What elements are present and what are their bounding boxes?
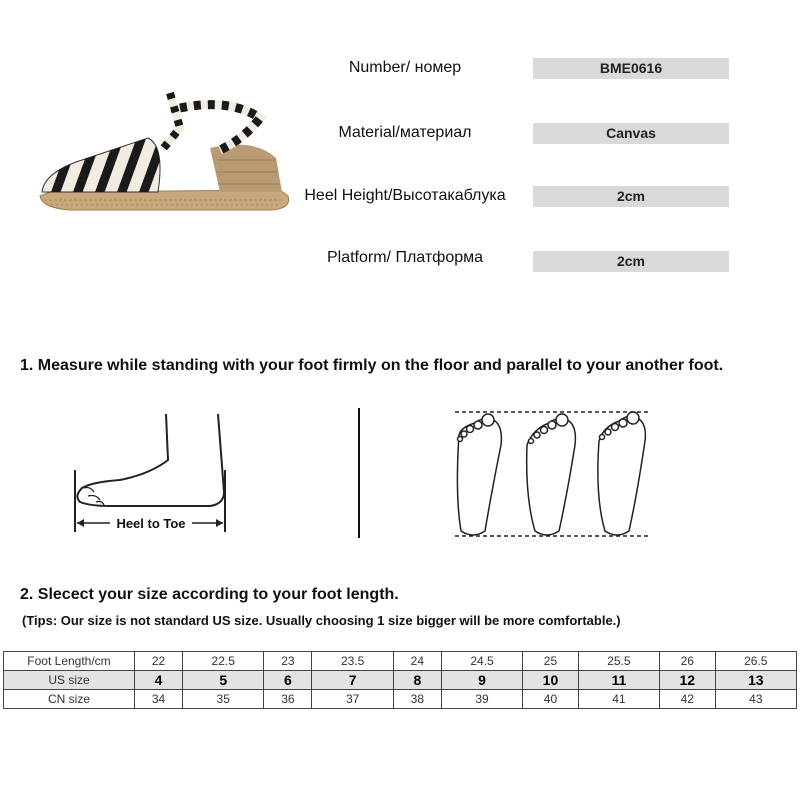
table-cell: 38 xyxy=(393,690,441,709)
table-cell: 10 xyxy=(523,671,578,690)
heel-to-toe-label: Heel to Toe xyxy=(116,516,186,531)
table-cell: 39 xyxy=(441,690,522,709)
table-row-cn-size xyxy=(4,690,797,709)
step2-instruction: 2. Slecect your size according to your foot length. xyxy=(20,586,399,603)
row-header: Foot Length/cm xyxy=(4,652,135,671)
row-header: CN size xyxy=(4,690,135,709)
table-cell: 24 xyxy=(393,652,441,671)
spec-value: BME0616 xyxy=(533,58,729,79)
table-cell: 24.5 xyxy=(441,652,522,671)
table-cell: 43 xyxy=(715,690,797,709)
table-row-us-size xyxy=(4,671,797,690)
table-cell: 6 xyxy=(264,671,312,690)
table-cell: 22.5 xyxy=(183,652,264,671)
table-cell: 8 xyxy=(393,671,441,690)
table-cell: 26 xyxy=(660,652,715,671)
spec-label: Platform/ Платформа xyxy=(326,249,484,266)
table-cell: 42 xyxy=(660,690,715,709)
feet-top-view-illustration xyxy=(445,405,660,543)
table-cell: 35 xyxy=(183,690,264,709)
table-cell: 9 xyxy=(441,671,522,690)
table-cell: 7 xyxy=(312,671,393,690)
table-cell: 23 xyxy=(264,652,312,671)
size-chart-table xyxy=(3,651,797,709)
step1-instruction: 1. Measure while standing with your foot firmly on the floor and parallel to your another foot. xyxy=(20,357,724,374)
row-header: US size xyxy=(4,671,135,690)
illustration-divider xyxy=(358,408,360,538)
table-cell: 25.5 xyxy=(578,652,659,671)
table-cell: 34 xyxy=(135,690,183,709)
table-cell: 25 xyxy=(523,652,578,671)
spec-label: Number/ номер xyxy=(348,59,462,76)
table-cell: 12 xyxy=(660,671,715,690)
size-tips: (Tips: Our size is not standard US size. Usually choosing 1 size bigger will be more comfortable.) xyxy=(22,613,621,628)
table-cell: 26.5 xyxy=(715,652,797,671)
table-cell: 40 xyxy=(523,690,578,709)
table-cell: 37 xyxy=(312,690,393,709)
table-cell: 41 xyxy=(578,690,659,709)
table-cell: 4 xyxy=(135,671,183,690)
table-cell: 23.5 xyxy=(312,652,393,671)
product-shoe-image xyxy=(30,88,290,228)
table-cell: 36 xyxy=(264,690,312,709)
spec-value: 2cm xyxy=(533,251,729,272)
spec-label: Heel Height/Высотакаблука xyxy=(304,187,506,204)
spec-label: Material/материал xyxy=(338,124,472,141)
table-cell: 5 xyxy=(183,671,264,690)
table-cell: 22 xyxy=(135,652,183,671)
table-cell: 13 xyxy=(715,671,797,690)
foot-outline xyxy=(527,414,576,535)
foot-outline xyxy=(598,412,646,535)
foot-outline xyxy=(457,414,501,535)
foot-side-measure-illustration xyxy=(70,408,240,538)
table-row-foot-length xyxy=(4,652,797,671)
table-cell: 11 xyxy=(578,671,659,690)
spec-value: 2cm xyxy=(533,186,729,207)
spec-value: Canvas xyxy=(533,123,729,144)
